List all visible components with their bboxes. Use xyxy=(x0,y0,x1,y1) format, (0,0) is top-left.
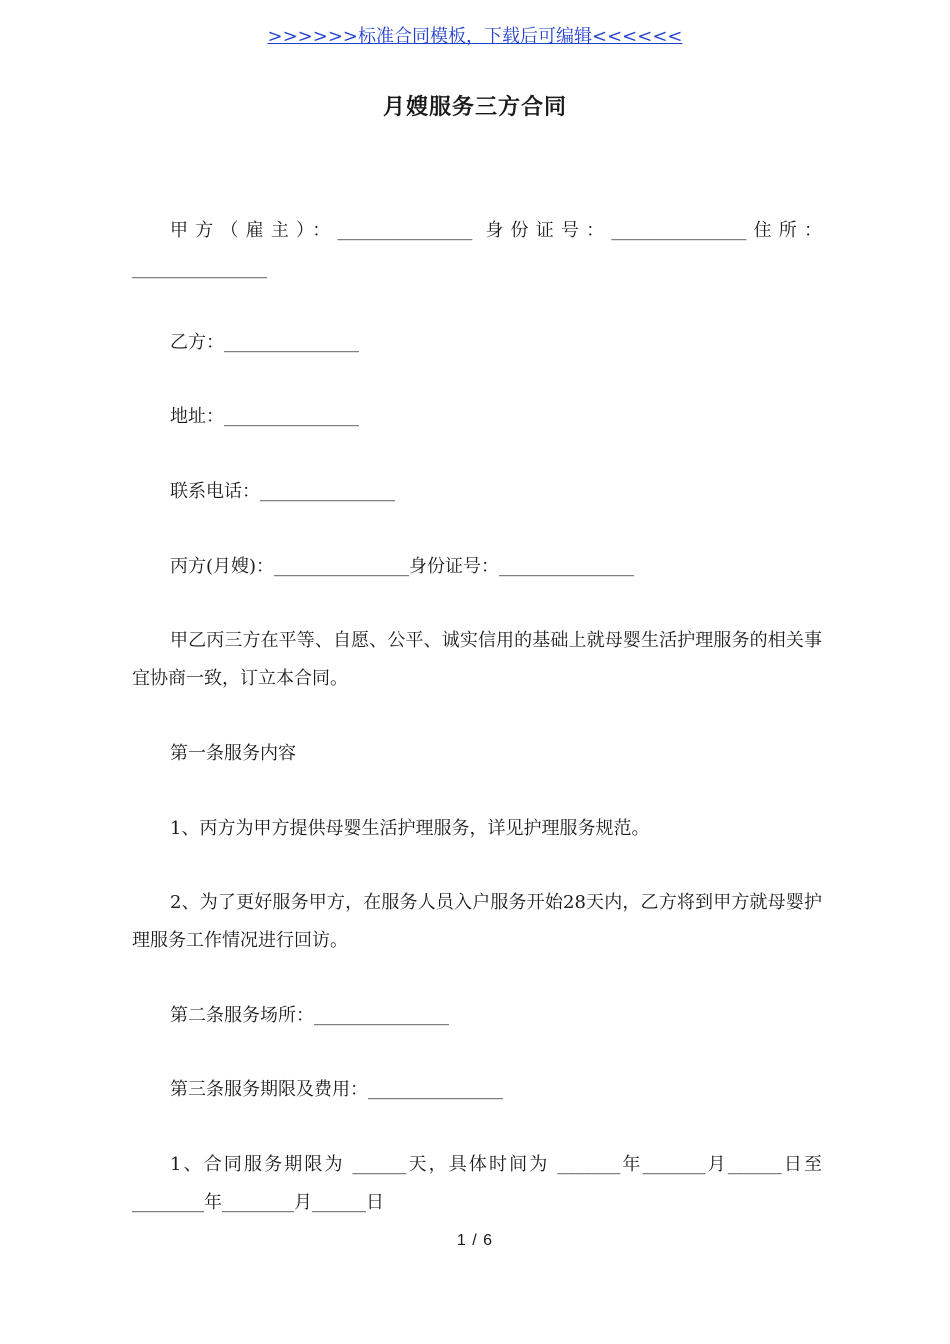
article-3-heading: 第三条服务期限及费用：_______________ xyxy=(170,1079,503,1100)
article-2-heading: 第二条服务场所：_______________ xyxy=(170,1005,449,1026)
template-banner-link[interactable]: >>>>>>标准合同模板，下载后可编辑<<<<<< xyxy=(267,26,683,47)
phone-paragraph: 联系电话：_______________ xyxy=(170,481,395,502)
page-number: 1 / 6 xyxy=(456,1232,494,1249)
article-1-heading: 第一条服务内容 xyxy=(170,743,296,764)
party-b-paragraph: 乙方：_______________ xyxy=(170,332,359,353)
document-title: 月嫂服务三方合同 xyxy=(382,94,567,120)
article-1-item-2: 2、为了更好服务甲方，在服务人员入户服务开始28天内，乙方将到甲方就母婴护理服务工作情况进行回访。 xyxy=(132,892,822,951)
template-banner[interactable] xyxy=(0,24,950,50)
party-c-paragraph: 丙方(月嫂)：_______________身份证号：_______________ xyxy=(170,556,635,577)
party-a-paragraph: 甲方（雇主）：_______________ 身份证号：_______________住所：_______________ xyxy=(132,220,822,279)
article-1-item-1: 1、丙方为甲方提供母婴生活护理服务，详见护理服务规范。 xyxy=(170,818,650,839)
preamble-paragraph: 甲乙丙三方在平等、自愿、公平、诚实信用的基础上就母婴生活护理服务的相关事宜协商一致，订立本合同。 xyxy=(132,630,822,689)
article-3-item-1: 1、合同服务期限为 ______天，具体时间为 _______年_______月______日至________年________月______日 xyxy=(132,1154,822,1213)
address-paragraph: 地址：_______________ xyxy=(170,406,359,427)
